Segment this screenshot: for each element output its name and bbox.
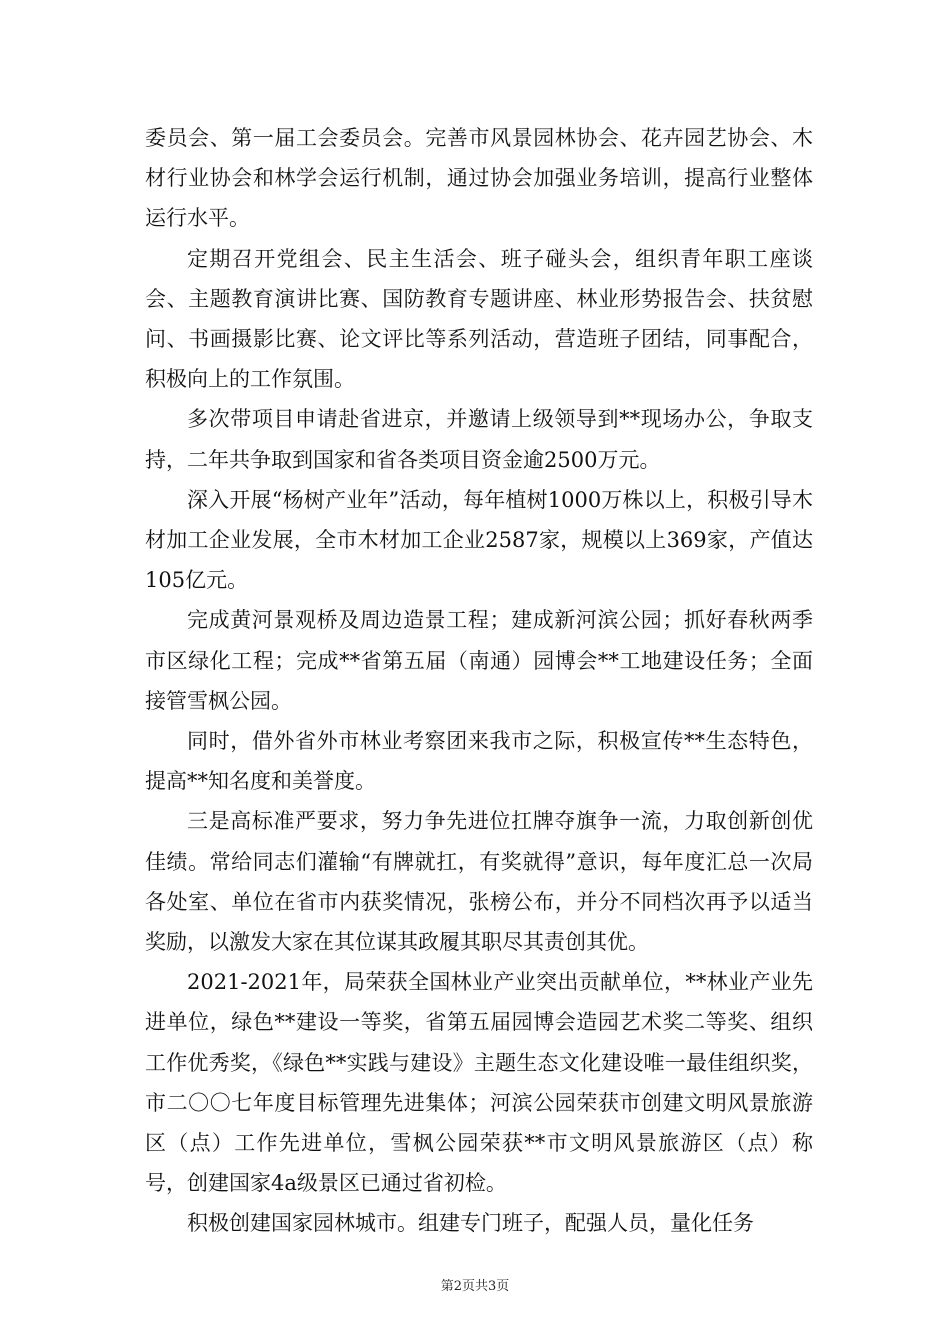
paragraph: 2021-2021年，局荣获全国林业产业突出贡献单位，**林业产业先进单位，绿色**建设一等奖，省第五届园博会造园艺术奖二等奖、组织工作优秀奖，《绿色**实践与建设》主题生态文化建设唯一最佳组织奖，市二〇〇七年度目标管理先进集体；河滨公园荣获市创建文明风景旅游区（点）工作先进单位，雪枫公园荣获**市文明风景旅游区（点）称号，创建国家4a级景区已通过省初检。 xyxy=(145,970,813,1196)
paragraph: 深入开展“杨树产业年”活动，每年植树1000万株以上，积极引导木材加工企业发展，全市木材加工企业2587家，规模以上369家，产值达105亿元。 xyxy=(145,487,813,593)
paragraph: 多次带项目申请赴省进京，并邀请上级领导到**现场办公，争取支持，二年共争取到国家和省各类项目资金逾2500万元。 xyxy=(145,407,813,472)
document-body xyxy=(145,118,813,1244)
paragraph: 三是高标准严要求，努力争先进位扛牌夺旗争一流，力取创新创优佳绩。常给同志们灌输“有牌就扛，有奖就得”意识，每年度汇总一次局各处室、单位在省市内获奖情况，张榜公布，并分不同档次再予以适当奖励，以激发大家在其位谋其政履其职尽其责创其优。 xyxy=(145,809,813,955)
paragraph: 定期召开党组会、民主生活会、班子碰头会，组织青年职工座谈会、主题教育演讲比赛、国防教育专题讲座、林业形势报告会、扶贫慰问、书画摄影比赛、论文评比等系列活动，营造班子团结，同事配合，积极向上的工作氛围。 xyxy=(145,246,813,392)
paragraph: 同时，借外省外市林业考察团来我市之际，积极宣传**生态特色，提高**知名度和美誉度。 xyxy=(145,729,813,794)
paragraph: 积极创建国家园林城市。组建专门班子，配强人员，量化任务 xyxy=(187,1211,754,1236)
paragraph: 委员会、第一届工会委员会。完善市风景园林协会、花卉园艺协会、木材行业协会和林学会运行机制，通过协会加强业务培训，提高行业整体运行水平。 xyxy=(145,126,813,231)
page-footer xyxy=(0,1275,950,1294)
page-number-label: 第2页共3页 xyxy=(440,1279,510,1294)
paragraph: 完成黄河景观桥及周边造景工程；建成新河滨公园；抓好春秋两季市区绿化工程；完成**省第五届（南通）园博会**工地建设任务；全面接管雪枫公园。 xyxy=(145,608,813,713)
